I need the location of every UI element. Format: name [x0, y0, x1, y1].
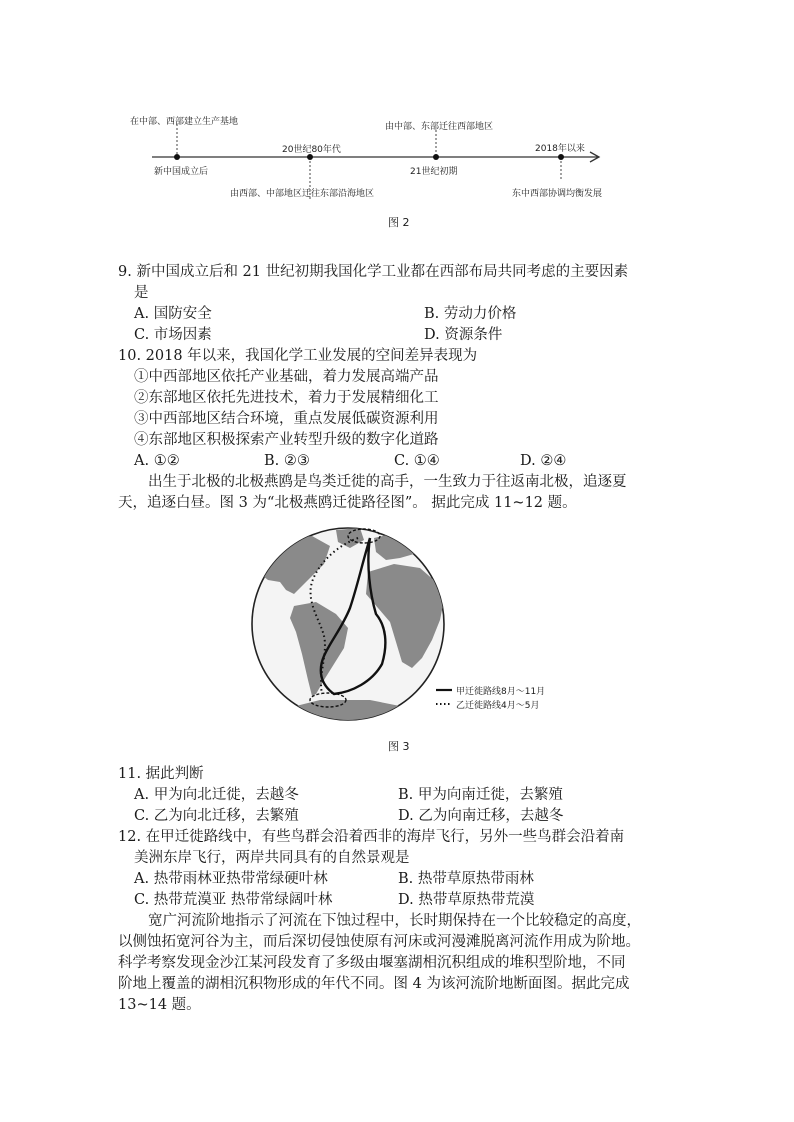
question-10-statement-4: ④东部地区积极探索产业转型升级的数字化道路	[134, 432, 439, 448]
question-9-option-c: C. 市场因素	[134, 327, 212, 343]
question-12-option-d: D. 热带草原热带荒漠	[398, 892, 535, 908]
timeline-label: 东中西部协调均衡发展	[512, 189, 603, 199]
question-10-option-d: D. ②④	[520, 453, 567, 469]
passage-13-14-line-3: 科学考察发现金沙江某河段发育了多级由堰塞湖相沉积组成的堆积型阶地，不同	[118, 955, 626, 971]
question-11-option-d: D. 乙为向南迁移，去越冬	[398, 808, 564, 824]
question-11-option-a: A. 甲为向北迁徙，去越冬	[134, 787, 299, 803]
figure-3-migration-map	[250, 524, 580, 724]
question-12-option-c: C. 热带荒漠亚 热带常绿阔叶林	[134, 892, 333, 908]
question-10-option-a: A. ①②	[134, 453, 180, 469]
timeline-dot	[558, 154, 564, 160]
timeline-label: 在中部、西部建立生产基地	[130, 117, 239, 127]
timeline-label: 由西部、中部地区迁往东部沿海地区	[230, 189, 375, 199]
timeline-dot	[433, 154, 439, 160]
question-10-statement-2: ②东部地区依托先进技术，着力于发展精细化工	[134, 390, 439, 406]
passage-13-14-line-2: 以侧蚀拓宽河谷为主，而后深切侵蚀使原有河床或河漫滩脱离河流作用成为阶地。	[118, 934, 640, 950]
passage-11-12-line-1: 出生于北极的北极燕鸥是鸟类迁徙的高手，一生致力于往返南北极，追逐夏	[148, 474, 627, 490]
legend-jia-label: 甲迁徙路线8月～11月	[456, 687, 546, 697]
question-12-stem: 12. 在甲迁徙路线中，有些鸟群会沿着西非的海岸飞行，另外一些鸟群会沿着南	[118, 829, 625, 845]
question-11-stem: 11. 据此判断	[118, 766, 204, 782]
passage-13-14-line-5: 13~14 题。	[118, 997, 201, 1013]
question-11-option-c: C. 乙为向北迁移，去繁殖	[134, 808, 299, 824]
question-10-statement-3: ③中西部地区结合环境，重点发展低碳资源利用	[134, 411, 439, 427]
figure-3-caption: 图 3	[388, 740, 410, 753]
timeline-label: 21世纪初期	[410, 167, 458, 177]
question-11-option-b: B. 甲为向南迁徙，去繁殖	[398, 787, 563, 803]
question-9-option-d: D. 资源条件	[424, 327, 503, 343]
timeline-dot	[174, 154, 180, 160]
question-10-option-c: C. ①④	[394, 453, 440, 469]
timeline-label: 由中部、东部迁往西部地区	[385, 122, 494, 132]
question-10-stem: 10. 2018 年以来，我国化学工业发展的空间差异表现为	[118, 348, 478, 364]
question-9-option-a: A. 国防安全	[134, 306, 212, 322]
passage-13-14-line-1: 宽广河流阶地指示了河流在下蚀过程中，长时期保持在一个比较稳定的高度，	[148, 913, 641, 929]
question-12-stem-cont: 美洲东岸飞行，两岸共同具有的自然景观是	[134, 850, 410, 866]
question-12-option-b: B. 热带草原热带雨林	[398, 871, 534, 887]
timeline-label: 20世纪80年代	[282, 145, 341, 155]
passage-13-14-line-4: 阶地上覆盖的湖相沉积物形成的年代不同。图 4 为该河流阶地断面图。据此完成	[118, 976, 630, 992]
question-12-option-a: A. 热带雨林亚热带常绿硬叶林	[134, 871, 328, 887]
europe-landmass	[374, 532, 428, 560]
question-10-statement-1: ①中西部地区依托产业基础，着力发展高端产品	[134, 369, 439, 385]
timeline-label: 新中国成立后	[154, 167, 209, 177]
question-10-option-b: B. ②③	[264, 453, 310, 469]
figure-2-timeline	[110, 100, 630, 220]
figure-2-caption: 图 2	[388, 216, 410, 229]
question-9-stem: 9. 新中国成立后和 21 世纪初期我国化学工业都在西部布局共同考虑的主要因素	[118, 264, 629, 280]
question-9-stem-cont: 是	[134, 285, 149, 301]
question-9-option-b: B. 劳动力价格	[424, 306, 517, 322]
legend-yi-label: 乙迁徙路线4月～5月	[456, 701, 540, 711]
timeline-label: 2018年以来	[535, 144, 585, 154]
passage-11-12-line-2: 天，追逐白昼。图 3 为“北极燕鸥迁徙路径图”。 据此完成 11~12 题。	[118, 495, 577, 511]
